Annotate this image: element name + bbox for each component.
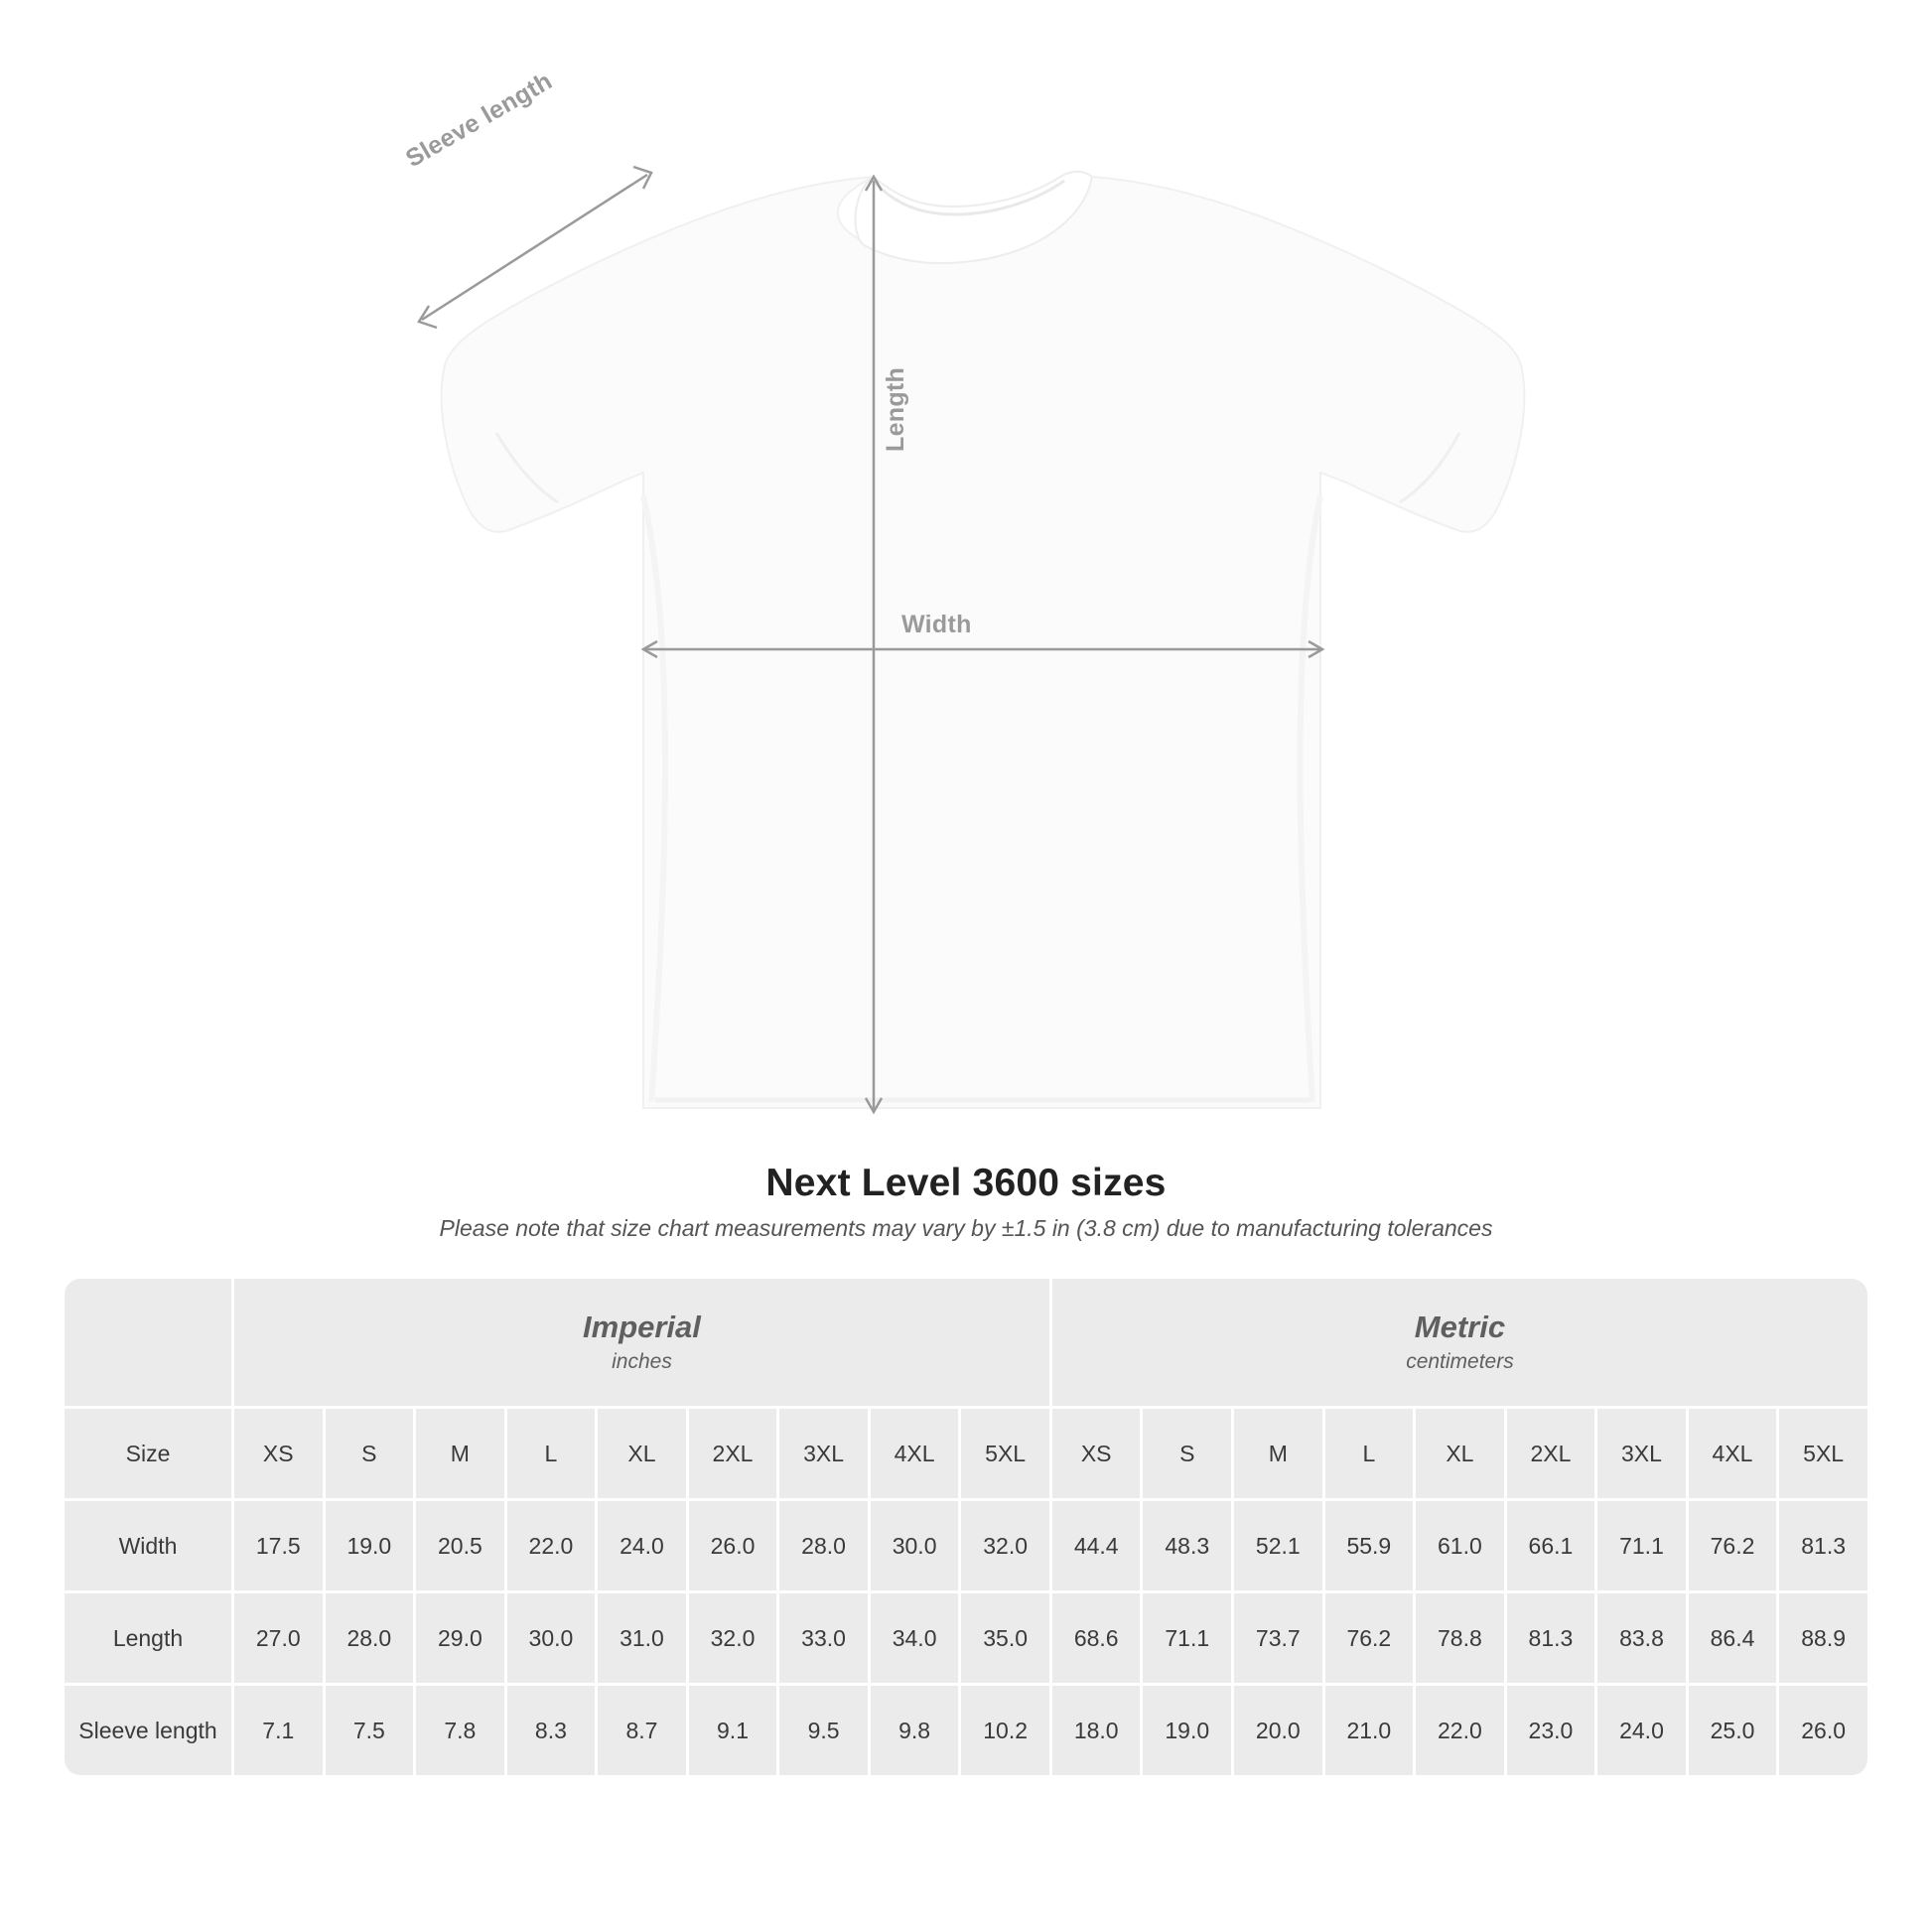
cell-sleeve-metric-xs: 18.0 [1052, 1686, 1141, 1775]
cell-width-imperial-3xl: 28.0 [779, 1501, 868, 1590]
cell-sleeve-metric-m: 20.0 [1234, 1686, 1322, 1775]
table-row [65, 1593, 1867, 1683]
cell-width-imperial-xs: 17.5 [234, 1501, 323, 1590]
cell-length-imperial-2xl: 32.0 [689, 1593, 777, 1683]
cell-sleeve-metric-3xl: 24.0 [1597, 1686, 1686, 1775]
header-metric-m: M [1234, 1409, 1322, 1498]
table-row [65, 1686, 1867, 1775]
cell-width-metric-xl: 61.0 [1416, 1501, 1504, 1590]
cell-length-imperial-xl: 31.0 [598, 1593, 686, 1683]
cell-width-imperial-m: 20.5 [416, 1501, 504, 1590]
row-label-width: Width [65, 1501, 231, 1590]
cell-width-metric-2xl: 66.1 [1507, 1501, 1595, 1590]
cell-length-imperial-s: 28.0 [326, 1593, 414, 1683]
cell-length-metric-l: 76.2 [1325, 1593, 1414, 1683]
cell-length-imperial-xs: 27.0 [234, 1593, 323, 1683]
cell-sleeve-metric-5xl: 26.0 [1779, 1686, 1867, 1775]
size-table-wrapper [62, 1276, 1870, 1778]
cell-width-metric-4xl: 76.2 [1689, 1501, 1777, 1590]
header-imperial-2xl: 2XL [689, 1409, 777, 1498]
header-imperial-4xl: 4XL [871, 1409, 959, 1498]
cell-sleeve-metric-2xl: 23.0 [1507, 1686, 1595, 1775]
cell-length-metric-5xl: 88.9 [1779, 1593, 1867, 1683]
tshirt-shape [442, 172, 1525, 1108]
row-label-length: Length [65, 1593, 231, 1683]
cell-width-metric-xs: 44.4 [1052, 1501, 1141, 1590]
cell-sleeve-imperial-m: 7.8 [416, 1686, 504, 1775]
system-header-imperial [234, 1279, 1049, 1406]
header-imperial-xl: XL [598, 1409, 686, 1498]
cell-sleeve-metric-4xl: 25.0 [1689, 1686, 1777, 1775]
cell-length-imperial-5xl: 35.0 [961, 1593, 1049, 1683]
cell-width-imperial-4xl: 30.0 [871, 1501, 959, 1590]
cell-sleeve-imperial-5xl: 10.2 [961, 1686, 1049, 1775]
system-unit-imperial: inches [612, 1349, 672, 1373]
cell-sleeve-imperial-xs: 7.1 [234, 1686, 323, 1775]
cell-sleeve-imperial-4xl: 9.8 [871, 1686, 959, 1775]
page-title: Next Level 3600 sizes [765, 1162, 1167, 1204]
cell-sleeve-imperial-2xl: 9.1 [689, 1686, 777, 1775]
system-header-metric [1052, 1279, 1867, 1406]
width-label: Width [901, 611, 972, 638]
header-imperial-m: M [416, 1409, 504, 1498]
cell-length-metric-s: 71.1 [1143, 1593, 1231, 1683]
header-metric-3xl: 3XL [1597, 1409, 1686, 1498]
cell-length-metric-xl: 78.8 [1416, 1593, 1504, 1683]
cell-length-imperial-m: 29.0 [416, 1593, 504, 1683]
header-imperial-l: L [507, 1409, 596, 1498]
header-imperial-xs: XS [234, 1409, 323, 1498]
cell-sleeve-imperial-3xl: 9.5 [779, 1686, 868, 1775]
cell-width-metric-l: 55.9 [1325, 1501, 1414, 1590]
header-metric-5xl: 5XL [1779, 1409, 1867, 1498]
system-unit-metric: centimeters [1406, 1349, 1514, 1373]
header-metric-xs: XS [1052, 1409, 1141, 1498]
system-name-metric: Metric [1414, 1309, 1506, 1344]
header-size: Size [65, 1409, 231, 1498]
table-row [65, 1501, 1867, 1590]
system-header-spacer [65, 1279, 231, 1406]
header-metric-s: S [1143, 1409, 1231, 1498]
cell-length-metric-2xl: 81.3 [1507, 1593, 1595, 1683]
column-header-row [65, 1409, 1867, 1498]
cell-length-metric-4xl: 86.4 [1689, 1593, 1777, 1683]
cell-sleeve-metric-l: 21.0 [1325, 1686, 1414, 1775]
system-name-imperial: Imperial [583, 1309, 701, 1344]
cell-width-metric-m: 52.1 [1234, 1501, 1322, 1590]
header-metric-2xl: 2XL [1507, 1409, 1595, 1498]
cell-width-imperial-s: 19.0 [326, 1501, 414, 1590]
tolerance-note: Please note that size chart measurements may vary by ±1.5 in (3.8 cm) due to manufacturing tolerances [439, 1215, 1493, 1241]
cell-length-metric-3xl: 83.8 [1597, 1593, 1686, 1683]
cell-length-imperial-l: 30.0 [507, 1593, 596, 1683]
header-metric-xl: XL [1416, 1409, 1504, 1498]
system-header-row [65, 1279, 1867, 1406]
cell-sleeve-imperial-l: 8.3 [507, 1686, 596, 1775]
cell-sleeve-metric-s: 19.0 [1143, 1686, 1231, 1775]
cell-width-imperial-5xl: 32.0 [961, 1501, 1049, 1590]
header-metric-l: L [1325, 1409, 1414, 1498]
length-label: Length [882, 366, 909, 452]
size-table [62, 1276, 1870, 1778]
cell-sleeve-metric-xl: 22.0 [1416, 1686, 1504, 1775]
header-imperial-s: S [326, 1409, 414, 1498]
cell-length-imperial-3xl: 33.0 [779, 1593, 868, 1683]
title-block [0, 1162, 1932, 1242]
header-metric-4xl: 4XL [1689, 1409, 1777, 1498]
cell-length-metric-m: 73.7 [1234, 1593, 1322, 1683]
cell-sleeve-imperial-s: 7.5 [326, 1686, 414, 1775]
header-imperial-5xl: 5XL [961, 1409, 1049, 1498]
sleeve-length-label: Sleeve length [401, 67, 557, 174]
cell-width-imperial-l: 22.0 [507, 1501, 596, 1590]
row-label-sleeve-length: Sleeve length [65, 1686, 231, 1775]
cell-length-imperial-4xl: 34.0 [871, 1593, 959, 1683]
cell-width-metric-5xl: 81.3 [1779, 1501, 1867, 1590]
cell-sleeve-imperial-xl: 8.7 [598, 1686, 686, 1775]
cell-width-metric-3xl: 71.1 [1597, 1501, 1686, 1590]
cell-length-metric-xs: 68.6 [1052, 1593, 1141, 1683]
cell-width-imperial-xl: 24.0 [598, 1501, 686, 1590]
cell-width-imperial-2xl: 26.0 [689, 1501, 777, 1590]
header-imperial-3xl: 3XL [779, 1409, 868, 1498]
cell-width-metric-s: 48.3 [1143, 1501, 1231, 1590]
